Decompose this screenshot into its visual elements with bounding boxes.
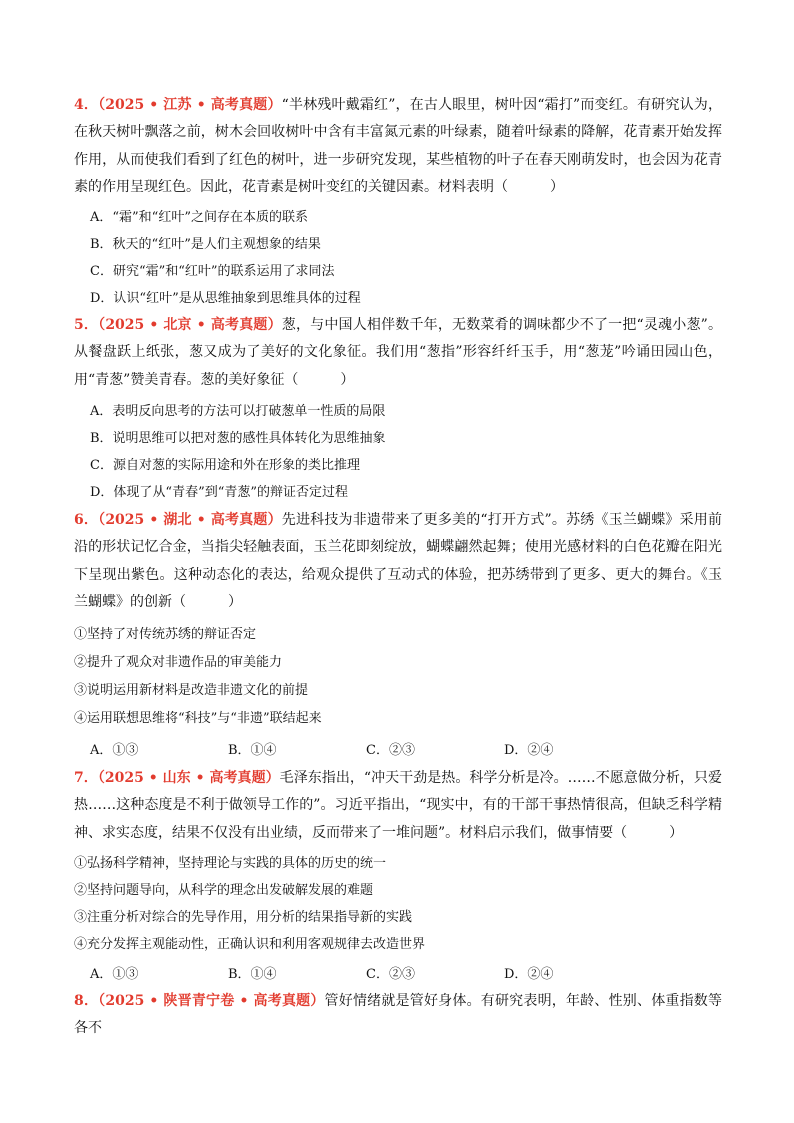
option-a: A．“霜”和“红叶”之间存在本质的联系 — [90, 210, 308, 225]
choice-b: B．①④ — [228, 743, 277, 758]
choice-c: C．②③ — [366, 743, 415, 758]
option-b: B．秋天的“红叶”是人们主观想象的结果 — [90, 237, 321, 252]
choice-a: A．①③ — [90, 743, 139, 758]
option-c: C．源自对葱的实际用途和外在形象的类比推理 — [90, 458, 360, 473]
option-b: B．说明思维可以把对葱的感性具体转化为思维抽象 — [90, 431, 386, 446]
statement-1: ①弘扬科学精神，坚持理论与实践的具体的历史的统一 — [74, 856, 387, 871]
choice-b: B．①④ — [228, 967, 277, 982]
question-source: （2025 • 湖北 • 高考真题） — [98, 512, 282, 528]
statement-4: ④充分发挥主观能动性，正确认识和利用客观规律去改造世界 — [74, 937, 426, 952]
question-number: 5． — [74, 317, 99, 333]
statement-3: ③注重分析对综合的先导作用，用分析的结果指导新的实践 — [74, 910, 413, 925]
option-a: A．表明反向思考的方法可以打破葱单一性质的局限 — [90, 404, 386, 419]
question-number: 7． — [74, 770, 98, 786]
question-source: （2025 • 山东 • 高考真题） — [97, 770, 280, 786]
choice-d: D．②④ — [504, 967, 554, 982]
choice-c: C．②③ — [366, 967, 415, 982]
question-number: 4． — [74, 97, 99, 113]
question-number: 6． — [74, 512, 99, 528]
option-c: C．研究“霜”和“红叶”的联系运用了求同法 — [90, 264, 335, 279]
question-4 — [74, 92, 722, 201]
answer-choices — [90, 737, 642, 764]
statement-2: ②提升了观众对非遗作品的审美能力 — [74, 655, 283, 670]
question-stem: 毛泽东指出，“冲天干劲是热。科学分析是冷。……不愿意做分析，只爱热……这种态度是不利于做领导工作的”。习近平指出，“现实中，有的干部干事热情很高，但缺乏科学精神、求实态度，结果不仅没有出业绩，反而带来了一堆问题”。材料启示我们，做事情要（ ） — [74, 770, 723, 841]
statement-4: ④运用联想思维将“科技”与“非遗”联结起来 — [74, 711, 322, 726]
question-6 — [74, 507, 722, 616]
statement-3: ③说明运用新材料是改造非遗文化的前提 — [74, 683, 309, 698]
question-source: （2025 • 陕晋青宁卷 • 高考真题） — [98, 993, 325, 1009]
question-source: （2025 • 江苏 • 高考真题） — [98, 97, 282, 113]
question-stem: “半林残叶戴霜红”，在古人眼里，树叶因“霜打”而变红。有研究认为，在秋天树叶飘落之前，树木会回收树叶中含有丰富氮元素的叶绿素，随着叶绿素的降解，花青素开始发挥作用，从而使我们看到了红色的树叶，进一步研究发现，某些植物的叶子在春天刚萌发时，也会因为花青素的作用呈现红色。因此，花青素是树叶变红的关键因素。材料表明（ ） — [74, 97, 722, 195]
statement-1: ①坚持了对传统苏绣的辩证否定 — [74, 627, 257, 642]
question-stem: 先进科技为非遗带来了更多美的“打开方式”。苏绣《玉兰蝴蝶》采用前沿的形状记忆合金，当指尖轻触表面，玉兰花即刻绽放，蝴蝶翩然起舞；使用光感材料的白色花瓣在阳光下呈现出紫色。这种动态化的表达，给观众提供了互动式的体验，把苏绣带到了更多、更大的舞台。《玉兰蝴蝶》的创新（ ） — [74, 512, 722, 610]
statement-2: ②坚持问题导向，从科学的理念出发破解发展的难题 — [74, 883, 374, 898]
question-source: （2025 • 北京 • 高考真题） — [98, 317, 282, 333]
choice-d: D．②④ — [504, 743, 554, 758]
question-7 — [74, 765, 722, 847]
question-8 — [74, 988, 722, 1043]
question-stem: 葱，与中国人相伴数千年，无数菜肴的调味都少不了一把“灵魂小葱”。从餐盘跃上纸张，葱又成为了美好的文化象征。我们用“葱指”形容纤纤玉手，用“葱茏”吟诵田园山色，用“青葱”赞美青春。葱的美好象征（ ） — [74, 317, 722, 388]
question-number: 8． — [74, 993, 99, 1009]
question-5 — [74, 312, 722, 394]
answer-choices — [90, 961, 642, 988]
option-d: D．体现了从“青春”到“青葱”的辩证否定过程 — [90, 485, 349, 500]
choice-a: A．①③ — [90, 967, 139, 982]
question-stem: 管好情绪就是管好身体。有研究表明，年龄、性别、体重指数等各不 — [74, 993, 723, 1037]
option-d: D．认识“红叶”是从思维抽象到思维具体的过程 — [90, 291, 361, 306]
